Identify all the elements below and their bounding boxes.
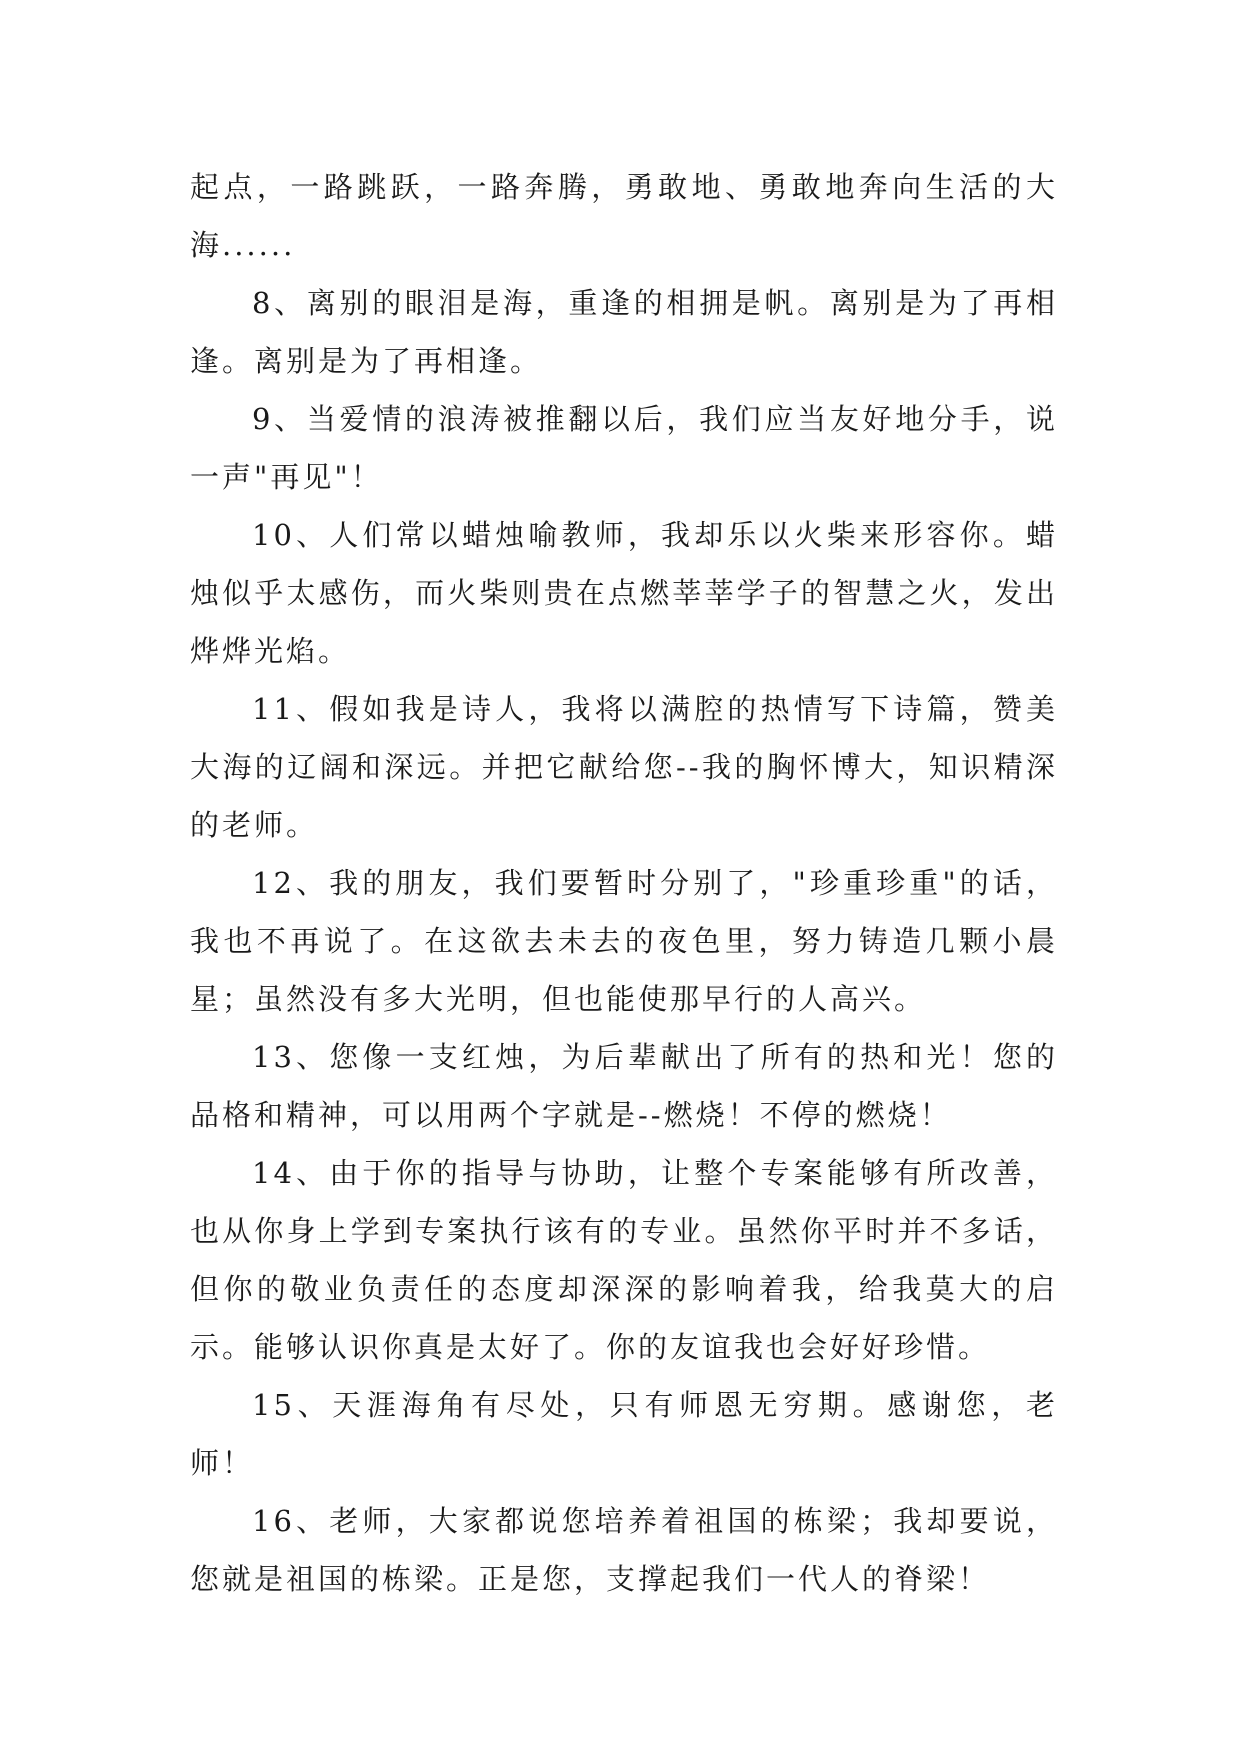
paragraph-11: 11、假如我是诗人，我将以满腔的热情写下诗篇，赞美大海的辽阔和深远。并把它献给您--我的胸怀博大，知识精深的老师。: [190, 692, 1058, 842]
paragraph-9: 9、当爱情的浪涛被推翻以后，我们应当友好地分手，说一声"再见"！: [190, 402, 1058, 494]
paragraph-14: 14、由于你的指导与协助，让整个专案能够有所改善，也从你身上学到专案执行该有的专业。虽然你平时并不多话，但你的敬业负责任的态度却深深的影响着我，给我莫大的启示。能够认识你真是太好了。你的友谊我也会好好珍惜。: [190, 1156, 1058, 1364]
paragraph-15: 15、天涯海角有尽处，只有师恩无穷期。感谢您，老师！: [190, 1388, 1058, 1480]
document-body: [190, 158, 1058, 1608]
paragraph-8: 8、离别的眼泪是海，重逢的相拥是帆。离别是为了再相逢。离别是为了再相逢。: [190, 286, 1058, 378]
paragraph-16: 16、老师，大家都说您培养着祖国的栋梁；我却要说，您就是祖国的栋梁。正是您，支撑起我们一代人的脊梁！: [190, 1504, 1058, 1596]
paragraph-13: 13、您像一支红烛，为后辈献出了所有的热和光！您的品格和精神，可以用两个字就是--燃烧！不停的燃烧！: [190, 1040, 1058, 1132]
paragraph-12: 12、我的朋友，我们要暂时分别了，"珍重珍重"的话，我也不再说了。在这欲去未去的夜色里，努力铸造几颗小晨星；虽然没有多大光明，但也能使那早行的人高兴。: [190, 866, 1058, 1016]
paragraph-10: 10、人们常以蜡烛喻教师，我却乐以火柴来形容你。蜡烛似乎太感伤，而火柴则贵在点燃莘莘学子的智慧之火，发出烨烨光焰。: [190, 518, 1058, 668]
paragraph-0: 起点，一路跳跃，一路奔腾，勇敢地、勇敢地奔向生活的大海......: [190, 170, 1058, 262]
